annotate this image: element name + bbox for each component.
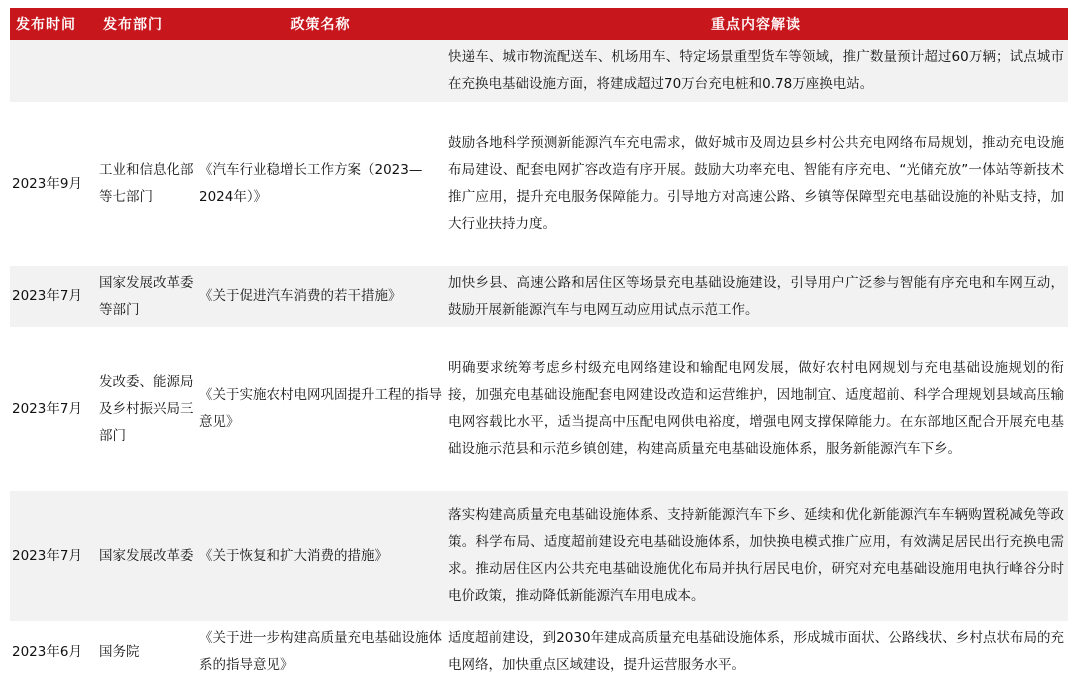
table-row [10,265,1068,328]
cell-policy [197,40,444,103]
cell-policy: 《关于实施农村电网巩固提升工程的指导意见》 [197,328,444,490]
cell-department: 工业和信息化部等七部门 [97,103,197,265]
header-policy-name: 政策名称 [197,8,444,40]
table-header-row [10,8,1068,40]
policy-table [10,8,1068,683]
cell-date: 2023年6月 [10,622,97,682]
cell-content: 快递车、城市物流配送车、机场用车、特定场景重型货车等领域，推广数量预计超过60万辆；试点城市在充换电基础设施方面，将建成超过70万台充电桩和0.78万座换电站。 [444,40,1068,103]
cell-department: 国家发展改革委等部门 [97,265,197,328]
policy-table-container [10,8,1068,683]
table-row [10,103,1068,265]
table-row [10,328,1068,490]
cell-content: 落实构建高质量充电基础设施体系、支持新能源汽车下乡、延续和优化新能源汽车车辆购置税减免等政策。科学布局、适度超前建设充电基础设施体系，加快换电模式推广应用，有效满足居民出行充换电需求。推动居住区内公共充电基础设施优化布局并执行居民电价，研究对充电基础设施用电执行峰谷分时电价政策，推动降低新能源汽车用电成本。 [444,490,1068,622]
cell-policy: 《关于恢复和扩大消费的措施》 [197,490,444,622]
header-publish-date: 发布时间 [10,8,97,40]
header-department: 发布部门 [97,8,197,40]
cell-date: 2023年7月 [10,265,97,328]
cell-date: 2023年7月 [10,490,97,622]
cell-department: 国家发展改革委 [97,490,197,622]
cell-department [97,40,197,103]
cell-department: 发改委、能源局及乡村振兴局三部门 [97,328,197,490]
cell-date: 2023年9月 [10,103,97,265]
cell-content: 适度超前建设，到2030年建成高质量充电基础设施体系，形成城市面状、公路线状、乡村点状布局的充电网络，加快重点区域建设，提升运营服务水平。 [444,622,1068,682]
cell-content: 明确要求统筹考虑乡村级充电网络建设和输配电网发展，做好农村电网规划与充电基础设施规划的衔接，加强充电基础设施配套电网建设改造和运营维护，因地制宜、适度超前、科学合理规划县域高压输电网容载比水平，适当提高中压配电网供电裕度，增强电网支撑保障能力。在东部地区配合开展充电基础设施示范县和示范乡镇创建，构建高质量充电基础设施体系，服务新能源汽车下乡。 [444,328,1068,490]
cell-policy: 《汽车行业稳增长工作方案（2023—2024年）》 [197,103,444,265]
header-key-content: 重点内容解读 [444,8,1068,40]
cell-date: 2023年7月 [10,328,97,490]
cell-policy: 《关于进一步构建高质量充电基础设施体系的指导意见》 [197,622,444,682]
table-row [10,490,1068,622]
cell-content: 加快乡县、高速公路和居住区等场景充电基础设施建设，引导用户广泛参与智能有序充电和车网互动，鼓励开展新能源汽车与电网互动应用试点示范工作。 [444,265,1068,328]
cell-content: 鼓励各地科学预测新能源汽车充电需求，做好城市及周边县乡村公共充电网络布局规划，推动充电设施布局建设、配套电网扩容改造有序开展。鼓励大功率充电、智能有序充电、“光储充放”一体站等新技术推广应用，提升充电服务保障能力。引导地方对高速公路、乡镇等保障型充电基础设施的补贴支持，加大行业扶持力度。 [444,103,1068,265]
table-row [10,622,1068,682]
cell-policy: 《关于促进汽车消费的若干措施》 [197,265,444,328]
cell-date [10,40,97,103]
table-row [10,40,1068,103]
cell-department: 国务院 [97,622,197,682]
